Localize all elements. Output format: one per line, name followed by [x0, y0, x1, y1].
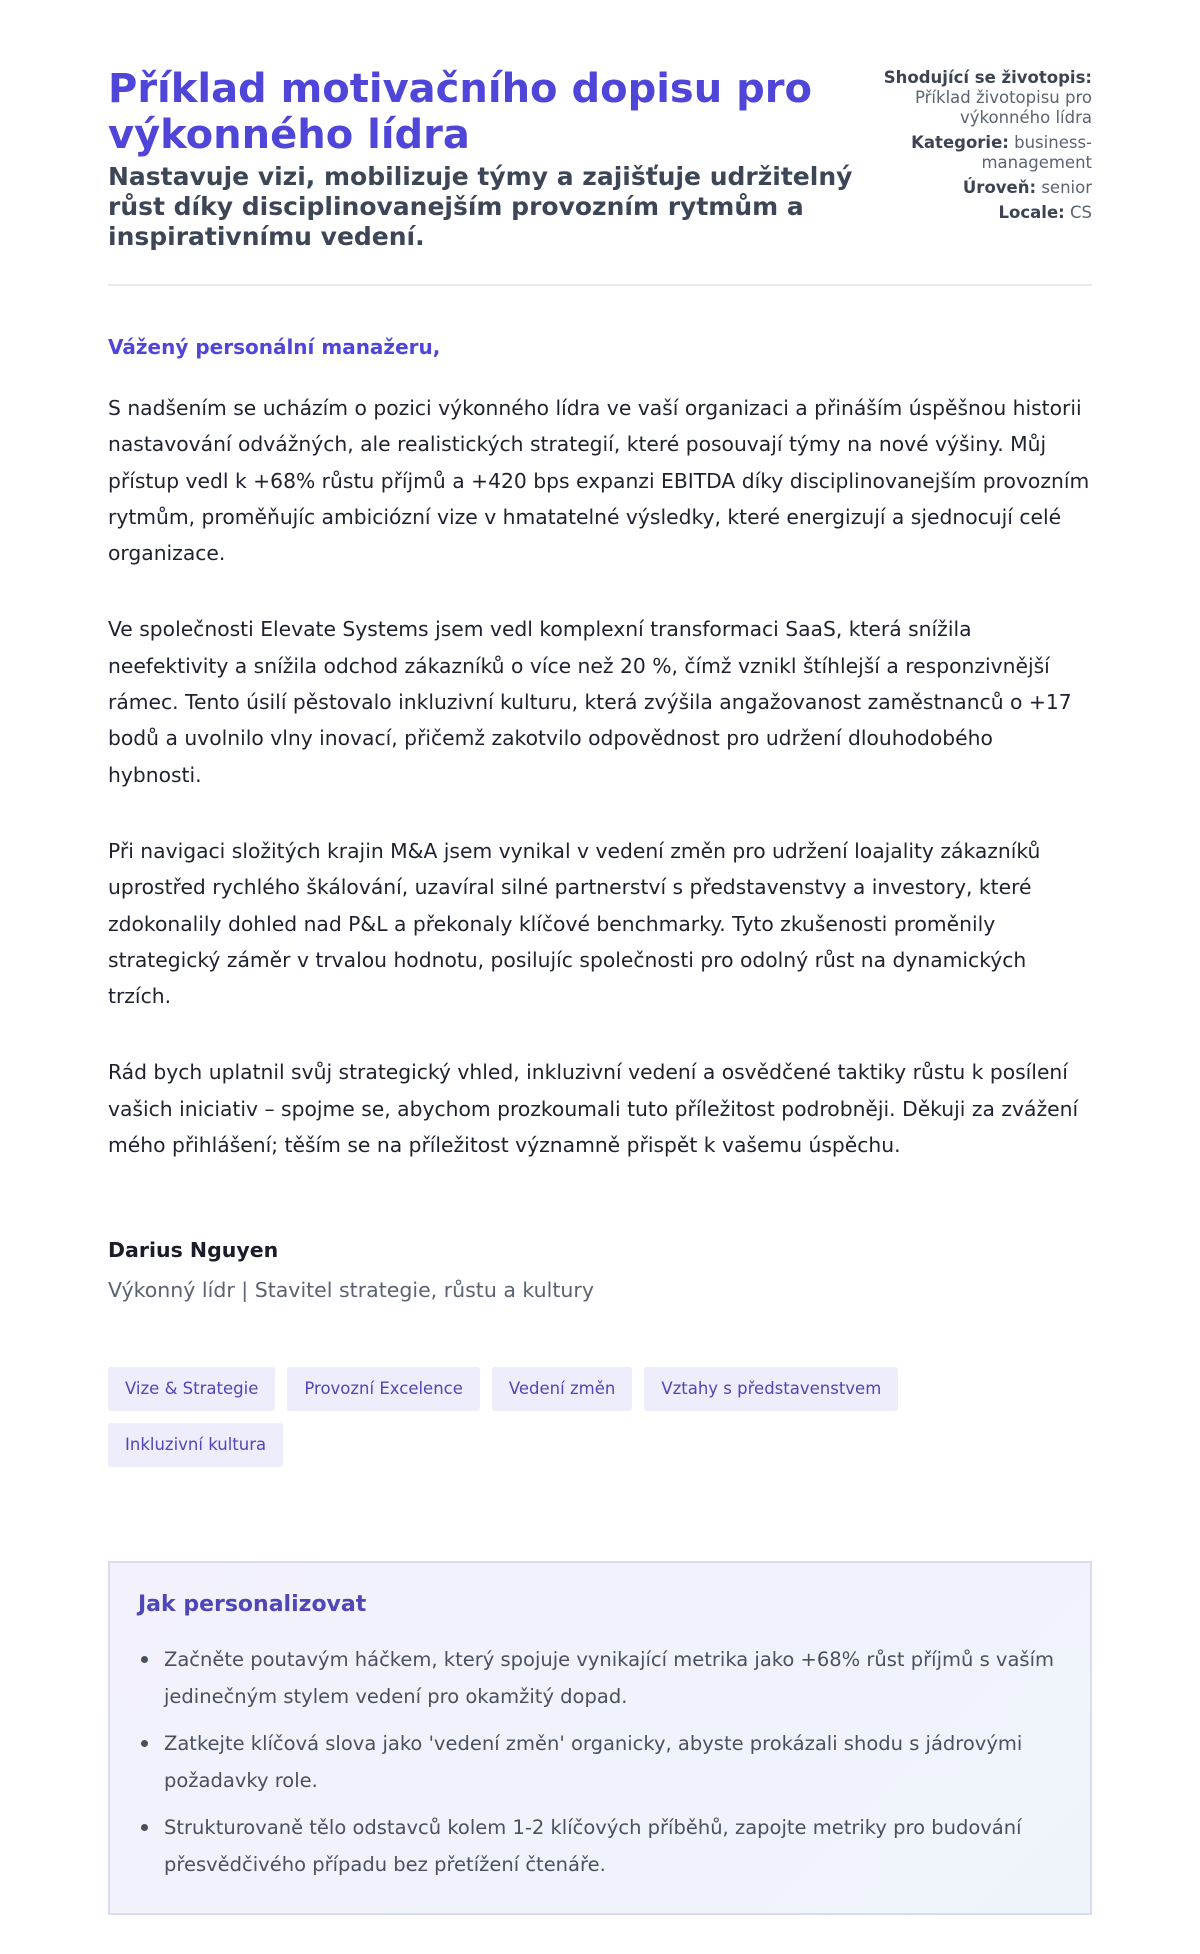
- tips-list: [138, 1641, 1060, 1883]
- tips-item-text: Strukturovaně tělo odstavců kolem 1-2 klíčových příběhů, zapojte metriky pro budování přesvědčivého případu bez přetížení čtenáře.: [164, 1816, 1022, 1877]
- tips-item: [138, 1725, 1060, 1799]
- tips-item: [138, 1641, 1060, 1715]
- letter-paragraph: Ve společnosti Elevate Systems jsem vedl komplexní transformaci SaaS, která snížila neefektivity a snížila odchod zákazníků o více než 20 %, čímž vznikl štíhlejší a responzivnější rámec. Tento úsilí pěstovalo inkluzivní kulturu, která zvýšila angažovanost zaměstnanců o +17 bodů a uvolnilo vlny inovací, přičemž zakotvilo odpovědnost pro udržení dlouhodobého hybnosti.: [108, 617, 1072, 787]
- tips-item-text: Začněte poutavým háčkem, který spojuje vynikající metrika jako +68% růst příjmů s vaším jedinečným stylem vedení pro okamžitý dopad.: [164, 1648, 1054, 1709]
- meta-locale-value: CS: [1070, 203, 1092, 222]
- skill-tag: Vztahy s představenstvem: [644, 1367, 898, 1411]
- meta-level-label: Úroveň:: [962, 178, 1037, 197]
- signature-block: [108, 1237, 1092, 1303]
- meta-locale: [862, 203, 1092, 223]
- signature-name: Darius Nguyen: [108, 1238, 279, 1263]
- bullet-icon: [141, 1740, 148, 1747]
- tips-item: [138, 1809, 1060, 1883]
- meta-locale-label: Locale:: [998, 203, 1065, 222]
- skill-tag: Vize & Strategie: [108, 1367, 275, 1411]
- letter-paragraph: S nadšením se ucházím o pozici výkonného lídra ve vaší organizaci a přináším úspěšnou historii nastavování odvážných, ale realistických strategií, které posouvají týmy na nové výšiny. Můj přístup vedl k +68% růstu příjmů a +420 bps expanzi EBITDA díky disciplinovanejším provozním rytmům, proměňujíc ambiciózní vize v hmatatelné výsledky, které energizují a sjednocují celé organizace.: [108, 396, 1090, 566]
- letter-paragraph: Při navigaci složitých krajin M&A jsem vynikal v vedení změn pro udržení loajality zákazníků uprostřed rychlého škálování, uzavíral silné partnerství s představenstvy a investory, které zdokonalily dohled nad P&L a překonaly klíčové benchmarky. Tyto zkušenosti proměnily strategický záměr v trvalou hodnotu, posilujíc společnosti pro odolný růst na dynamických trzích.: [108, 838, 1041, 1009]
- meta-resume-link[interactable]: Příklad životopisu pro výkonného lídra: [914, 88, 1092, 127]
- letter-body: [108, 334, 1092, 1163]
- meta-category: [862, 133, 1092, 173]
- bullet-icon: [141, 1656, 148, 1663]
- meta-category-label: Kategorie:: [911, 133, 1009, 152]
- meta-level-value: senior: [1041, 178, 1092, 197]
- page-header: [108, 0, 1092, 286]
- meta-matching-resume: [862, 68, 1092, 128]
- skill-tag: Provozní Excelence: [287, 1367, 480, 1411]
- skill-tags: [108, 1367, 1008, 1467]
- salutation: Vážený personální manažeru,: [108, 335, 441, 359]
- signature-role: Výkonný lídr | Stavitel strategie, růstu a kultury: [108, 1278, 594, 1303]
- tips-title: Jak personalizovat: [138, 1592, 367, 1618]
- meta-panel: [862, 68, 1092, 228]
- meta-resume-label: Shodující se životopis:: [883, 68, 1092, 87]
- meta-category-value: business-management: [981, 133, 1092, 172]
- tips-item-text: Zatkejte klíčová slova jako 'vedení změn' organicky, abyste prokázali shodu s jádrovými požadavky role.: [164, 1732, 1023, 1793]
- page-subtitle: Nastavuje vizi, mobilizuje týmy a zajišťuje udržitelný růst díky disciplinovanejším provozním rytmům a inspirativnímu vedení.: [108, 162, 853, 251]
- bullet-icon: [141, 1824, 148, 1831]
- letter-paragraphs: [108, 390, 1092, 1163]
- meta-level: [862, 178, 1092, 198]
- page-title: Příklad motivačního dopisu pro výkonného lídra: [108, 66, 812, 158]
- skill-tag: Inkluzivní kultura: [108, 1423, 283, 1467]
- letter-paragraph: Rád bych uplatnil svůj strategický vhled, inkluzivní vedení a osvědčené taktiky růstu k posílení vašich iniciativ – spojme se, abychom prozkoumali tuto příležitost podrobněji. Děkuji za zvážení mého přihlášení; těším se na příležitost významně přispět k vašemu úspěchu.: [108, 1060, 1079, 1158]
- personalize-tips-box: [108, 1561, 1092, 1915]
- skill-tag: Vedení změn: [492, 1367, 632, 1411]
